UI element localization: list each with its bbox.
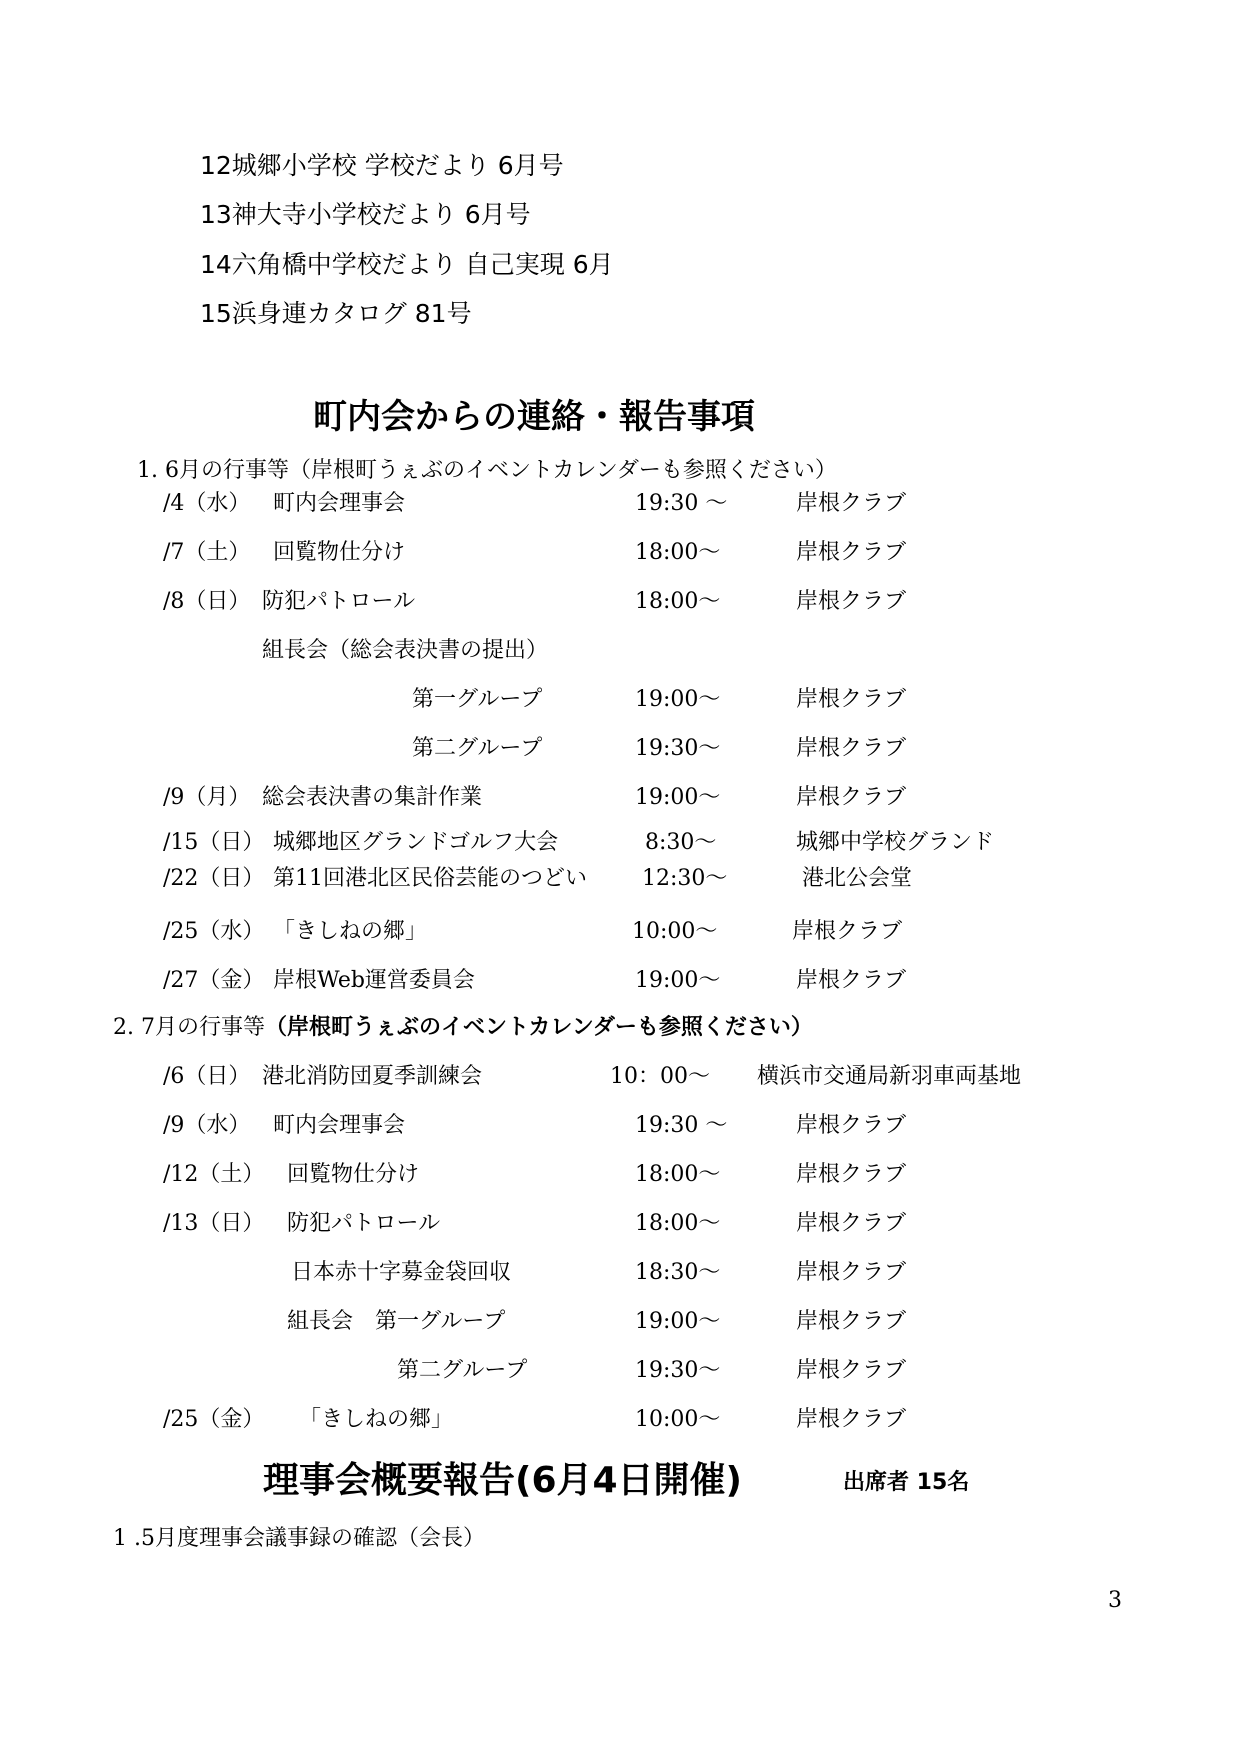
- event-place: 岸根クラブ: [796, 785, 907, 810]
- event-name: 岸根Web運営委員会: [273, 968, 475, 993]
- event-place: 港北公会堂: [802, 866, 913, 891]
- event-place: 岸根クラブ: [796, 1162, 907, 1187]
- event-name: 日本赤十字募金袋回収: [291, 1260, 512, 1285]
- event-time: 19:00〜: [635, 968, 721, 993]
- event-time: 19:30〜: [635, 736, 721, 761]
- june-events-heading: 1. 6月の行事等（岸根町うぇぶのイベントカレンダーも参照ください）: [137, 458, 837, 483]
- event-place: 岸根クラブ: [796, 736, 907, 761]
- report-item: 1 .5月度理事会議事録の確認（会長）: [113, 1526, 485, 1551]
- event-date: /7（土）: [163, 540, 251, 565]
- event-time: 19:00〜: [635, 687, 721, 712]
- event-name: 回覧物仕分け: [273, 540, 406, 565]
- event-place: 岸根クラブ: [796, 1260, 907, 1285]
- event-place: 城郷中学校グランド: [796, 830, 995, 855]
- event-name: 組長会（総会表決書の提出）: [262, 638, 549, 663]
- event-name: 「きしねの郷」: [299, 1407, 454, 1432]
- event-place: 岸根クラブ: [796, 1309, 907, 1334]
- event-name: 城郷地区グランドゴルフ大会: [273, 830, 559, 855]
- event-time: 19:00〜: [635, 785, 721, 810]
- publication-item: 15浜身連カタログ 81号: [200, 299, 472, 328]
- event-time: 18:30〜: [635, 1260, 721, 1285]
- event-time: 12:30〜: [642, 866, 728, 891]
- publication-item: 14六角橋中学校だより 自己実現 6月: [200, 250, 614, 279]
- event-date: /13（日）: [163, 1211, 265, 1236]
- event-place: 岸根クラブ: [796, 491, 907, 516]
- event-name: 回覧物仕分け: [287, 1162, 420, 1187]
- event-place: 岸根クラブ: [796, 1211, 907, 1236]
- event-time: 18:00〜: [635, 1211, 721, 1236]
- event-name: 町内会理事会: [273, 1113, 406, 1138]
- event-name: 防犯パトロール: [287, 1211, 441, 1236]
- event-date: /4（水）: [163, 491, 251, 516]
- event-time: 19:30 〜: [635, 491, 728, 516]
- publication-item: 12城郷小学校 学校だより 6月号: [200, 151, 564, 180]
- event-date: /6（日）: [163, 1064, 251, 1089]
- event-time: 19:00〜: [635, 1309, 721, 1334]
- event-date: /15（日）: [163, 830, 265, 855]
- july-events-heading: [113, 1017, 813, 1039]
- event-name: 防犯パトロール: [262, 589, 416, 614]
- event-place: 岸根クラブ: [792, 919, 903, 944]
- event-place: 岸根クラブ: [796, 1113, 907, 1138]
- publication-item: 13神大寺小学校だより 6月号: [200, 200, 531, 229]
- section-title-announcements: 町内会からの連絡・報告事項: [313, 397, 755, 437]
- event-date: /25（金）: [163, 1407, 265, 1432]
- event-place: 横浜市交通局新羽車両基地: [757, 1064, 1022, 1089]
- event-place: 岸根クラブ: [796, 1358, 907, 1383]
- event-name: 港北消防団夏季訓練会: [262, 1064, 483, 1089]
- event-date: /27（金）: [163, 968, 265, 993]
- event-time: 18:00〜: [635, 589, 721, 614]
- event-name: 第11回港北区民俗芸能のつどい: [273, 866, 587, 891]
- event-date: /8（日）: [163, 589, 251, 614]
- event-time: 19:30 〜: [635, 1113, 728, 1138]
- july-heading-prefix: 2. 7月の行事等: [113, 1015, 265, 1040]
- event-time: 10:00〜: [635, 1407, 721, 1432]
- event-time: 10:00〜: [632, 919, 718, 944]
- section-title-board-report: 理事会概要報告(6月4日開催): [263, 1460, 743, 1501]
- event-date: /22（日）: [163, 866, 265, 891]
- event-place: 岸根クラブ: [796, 540, 907, 565]
- event-time: 18:00〜: [635, 1162, 721, 1187]
- event-name: 第二グループ: [397, 1358, 528, 1383]
- attendance-count: 出席者 15名: [843, 1470, 970, 1495]
- event-name: 町内会理事会: [273, 491, 406, 516]
- event-time: 8:30〜: [645, 830, 717, 855]
- event-date: /9（水）: [163, 1113, 251, 1138]
- event-name: 総会表決書の集計作業: [262, 785, 483, 810]
- event-name: 第一グループ: [412, 687, 543, 712]
- event-date: /12（土）: [163, 1162, 265, 1187]
- event-time: 10：00〜: [610, 1064, 710, 1089]
- event-date: /25（水）: [163, 919, 265, 944]
- event-place: 岸根クラブ: [796, 968, 907, 993]
- event-name: 組長会 第一グループ: [287, 1309, 506, 1334]
- event-place: 岸根クラブ: [796, 589, 907, 614]
- july-heading-note: （岸根町うぇぶのイベントカレンダーも参照ください）: [264, 1015, 813, 1040]
- event-place: 岸根クラブ: [796, 1407, 907, 1432]
- event-time: 18:00〜: [635, 540, 721, 565]
- event-date: /9（月）: [163, 785, 251, 810]
- page-number: 3: [1108, 1588, 1122, 1613]
- event-time: 19:30〜: [635, 1358, 721, 1383]
- event-name: 「きしねの郷」: [273, 919, 428, 944]
- event-name: 第二グループ: [412, 736, 543, 761]
- event-place: 岸根クラブ: [796, 687, 907, 712]
